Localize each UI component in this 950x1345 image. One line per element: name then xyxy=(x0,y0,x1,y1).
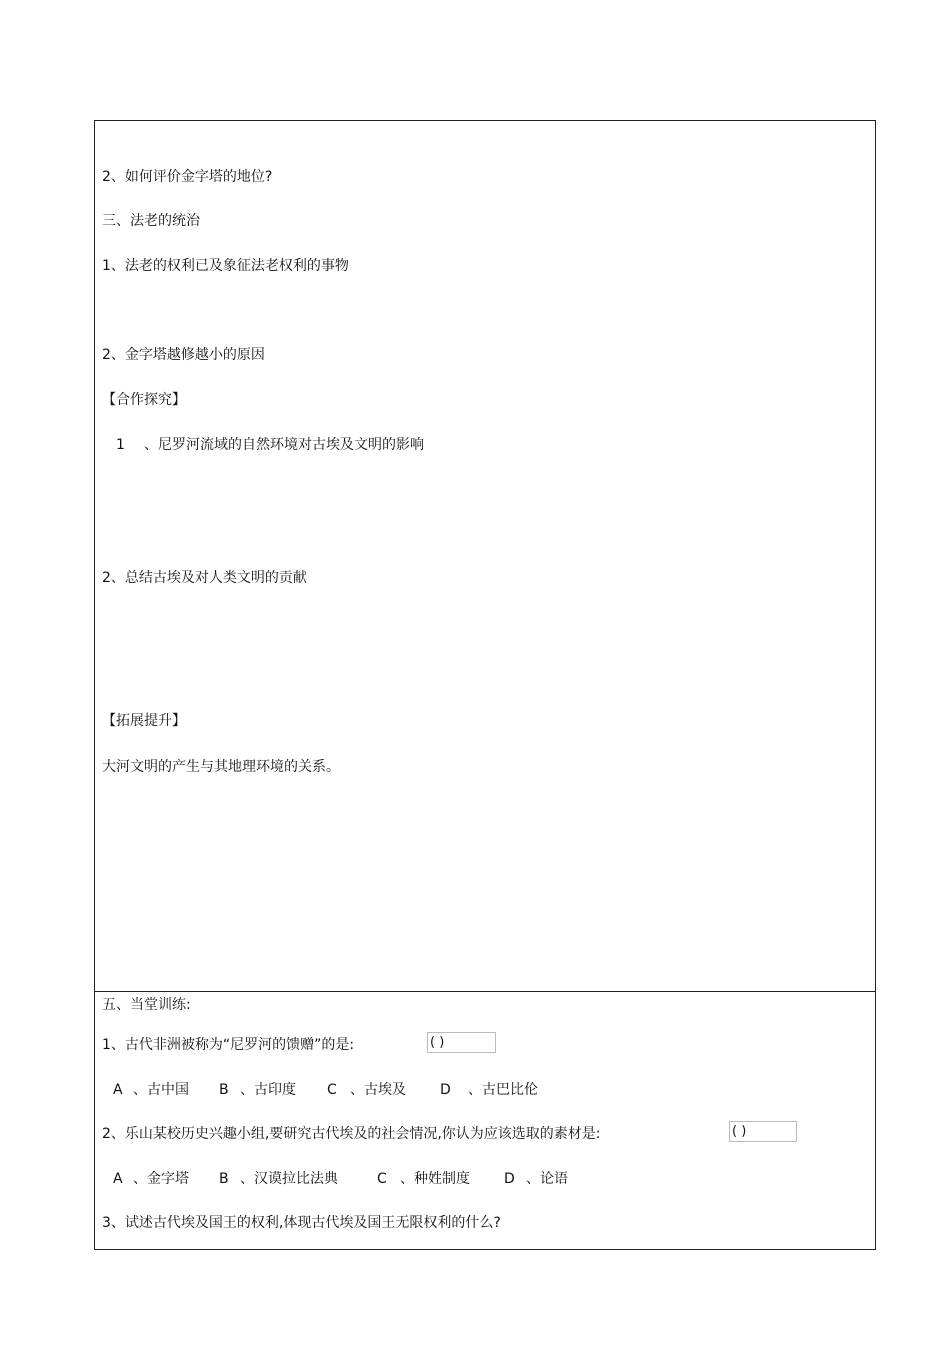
question-pyramid-status: 2、如何评价金字塔的地位? xyxy=(102,169,273,185)
answer-box-q2[interactable]: ( ) xyxy=(729,1121,797,1142)
practice-question-3: 3、试述古代埃及国王的权利,体现古代埃及国王无限权利的什么? xyxy=(102,1215,501,1231)
q1-option-a-text: 、古中国 xyxy=(133,1082,189,1098)
q2-option-d-text: 、论语 xyxy=(526,1171,568,1187)
q2-option-d-letter: D xyxy=(504,1171,515,1187)
q2-option-a-letter: A xyxy=(113,1171,123,1187)
heading-cooperative-inquiry: 【合作探究】 xyxy=(102,392,186,408)
q2-option-b-text: 、汉谟拉比法典 xyxy=(240,1171,338,1187)
coop-question-1-text: 、尼罗河流域的自然环境对古埃及文明的影响 xyxy=(144,437,424,453)
q1-option-d-letter: D xyxy=(440,1082,451,1098)
coop-question-1-number: 1 xyxy=(116,437,125,453)
q2-option-c-text: 、种姓制度 xyxy=(400,1171,470,1187)
section-divider xyxy=(94,991,876,992)
heading-in-class-practice: 五、当堂训练: xyxy=(102,997,191,1013)
q1-option-c-letter: C xyxy=(327,1082,337,1098)
practice-question-1: 1、古代非洲被称为“尼罗河的馈赠”的是: xyxy=(102,1037,355,1053)
q1-option-b-text: 、古印度 xyxy=(240,1082,296,1098)
heading-pharaoh-rule: 三、法老的统治 xyxy=(102,213,200,229)
q1-option-a-letter: A xyxy=(113,1082,123,1098)
coop-question-2: 2、总结古埃及对人类文明的贡献 xyxy=(102,570,307,586)
q1-option-b-letter: B xyxy=(219,1082,229,1098)
q1-option-d-text: 、古巴比伦 xyxy=(468,1082,538,1098)
q2-option-b-letter: B xyxy=(219,1171,229,1187)
extension-prompt: 大河文明的产生与其地理环境的关系。 xyxy=(102,759,340,775)
heading-extension: 【拓展提升】 xyxy=(102,713,186,729)
q1-option-c-text: 、古埃及 xyxy=(350,1082,406,1098)
practice-question-2: 2、乐山某校历史兴趣小组,要研究古代埃及的社会情况,你认为应该选取的素材是: xyxy=(102,1126,601,1142)
question-pyramid-smaller: 2、金字塔越修越小的原因 xyxy=(102,347,265,363)
question-pharaoh-power: 1、法老的权利已及象征法老权利的事物 xyxy=(102,258,349,274)
q2-option-a-text: 、金字塔 xyxy=(133,1171,189,1187)
q2-option-c-letter: C xyxy=(377,1171,387,1187)
answer-box-q1[interactable]: ( ) xyxy=(427,1032,496,1053)
